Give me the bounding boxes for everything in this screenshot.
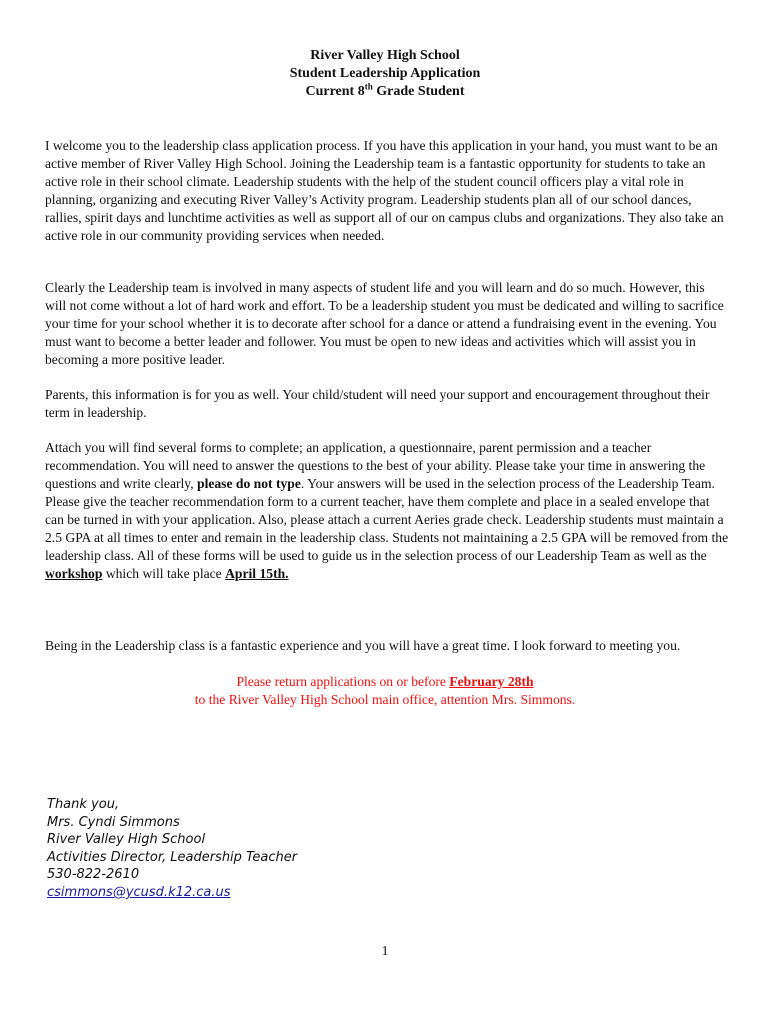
grade-suffix: th <box>364 81 373 92</box>
paragraph-parents: Parents, this information is for you as well. Your child/student will need your support and encouragement throughout their term in leadership. <box>45 387 710 420</box>
signature-block <box>47 796 297 902</box>
forms-text-1: Attach you will find several forms to complete; an application, a questionnaire, parent permission and a teacher recommendation. You will need to answer the questions to the best of your ability. Please take your time in answering the questions and write clearly, <box>45 440 706 491</box>
grade-rest: Grade Student <box>372 84 465 99</box>
signature-phone: 530-822-2610 <box>47 867 140 883</box>
signature-title: Activities Director, Leadership Teacher <box>47 849 298 865</box>
deadline-date: February 28th <box>449 674 534 689</box>
deadline-notice <box>0 673 770 709</box>
paragraph-forms <box>45 439 729 583</box>
forms-workshop: workshop <box>45 566 103 581</box>
paragraph-involvement: Clearly the Leadership team is involved in many aspects of student life and you will learn and do so much. However, this will not come without a lot of hard work and effort. To be a leadership student you must be dedicated and willing to sacrifice your time for your school whether it is to decorate after school for a dance or attend a fundraising event in the evening. You must want to become a better leader and follower. You must be open to new ideas and activities which will assist you in becoming a more positive leader. <box>45 280 724 367</box>
signature-name: Mrs. Cyndi Simmons <box>47 814 180 830</box>
paragraph-closing: Being in the Leadership class is a fantastic experience and you will have a great time. I look forward to meeting you. <box>45 638 681 653</box>
forms-do-not-type: please do not type <box>197 476 301 491</box>
deadline-prefix: Please return applications on or before <box>236 674 450 689</box>
paragraph-welcome: I welcome you to the leadership class application process. If you have this application in your hand, you must want to be an active member of River Valley High School. Joining the Leadership team is a fantastic opportunity for students to take an active role in their school climate. Leadership students with the help of the student council officers play a vital role in planning, organizing and executing River Valley’s Activity program. Leadership students plan all of our school dances, rallies, spirit days and lunchtime activities as well as support all of our on campus clubs and organizations. They also take an active role in our community providing services when needed. <box>45 138 724 243</box>
signature-email-link[interactable]: csimmons@ycusd.k12.ca.us <box>47 884 231 900</box>
page-number: 1 <box>381 943 389 958</box>
deadline-line-2: to the River Valley High School main office, attention Mrs. Simmons. <box>194 692 576 707</box>
school-name: River Valley High School <box>310 48 460 63</box>
grade-prefix: Current 8 <box>305 84 365 99</box>
deadline-line-1 <box>0 673 770 691</box>
forms-workshop-date: April 15th. <box>225 566 289 581</box>
signature-school: River Valley High School <box>47 832 206 848</box>
form-title: Student Leadership Application <box>289 66 481 81</box>
signature-thanks: Thank you, <box>47 797 120 812</box>
grade-line <box>0 83 770 101</box>
forms-text-2: . Your answers will be used in the selection process of the Leadership Team. Please give the teacher recommendation form to a current teacher, have them complete and place in a sealed envelope that can be turned in with your application. Also, please attach a current Aeries grade check. Leadership students must maintain a 2.5 GPA at all times to enter and remain in the leadership class. Students not maintaining a 2.5 GPA will be removed from the leadership class. All of these forms will be used to guide us in the selection process of our Leadership Team as well as the <box>45 476 729 563</box>
forms-text-3: which will take place <box>102 566 226 581</box>
document-header <box>0 47 770 101</box>
